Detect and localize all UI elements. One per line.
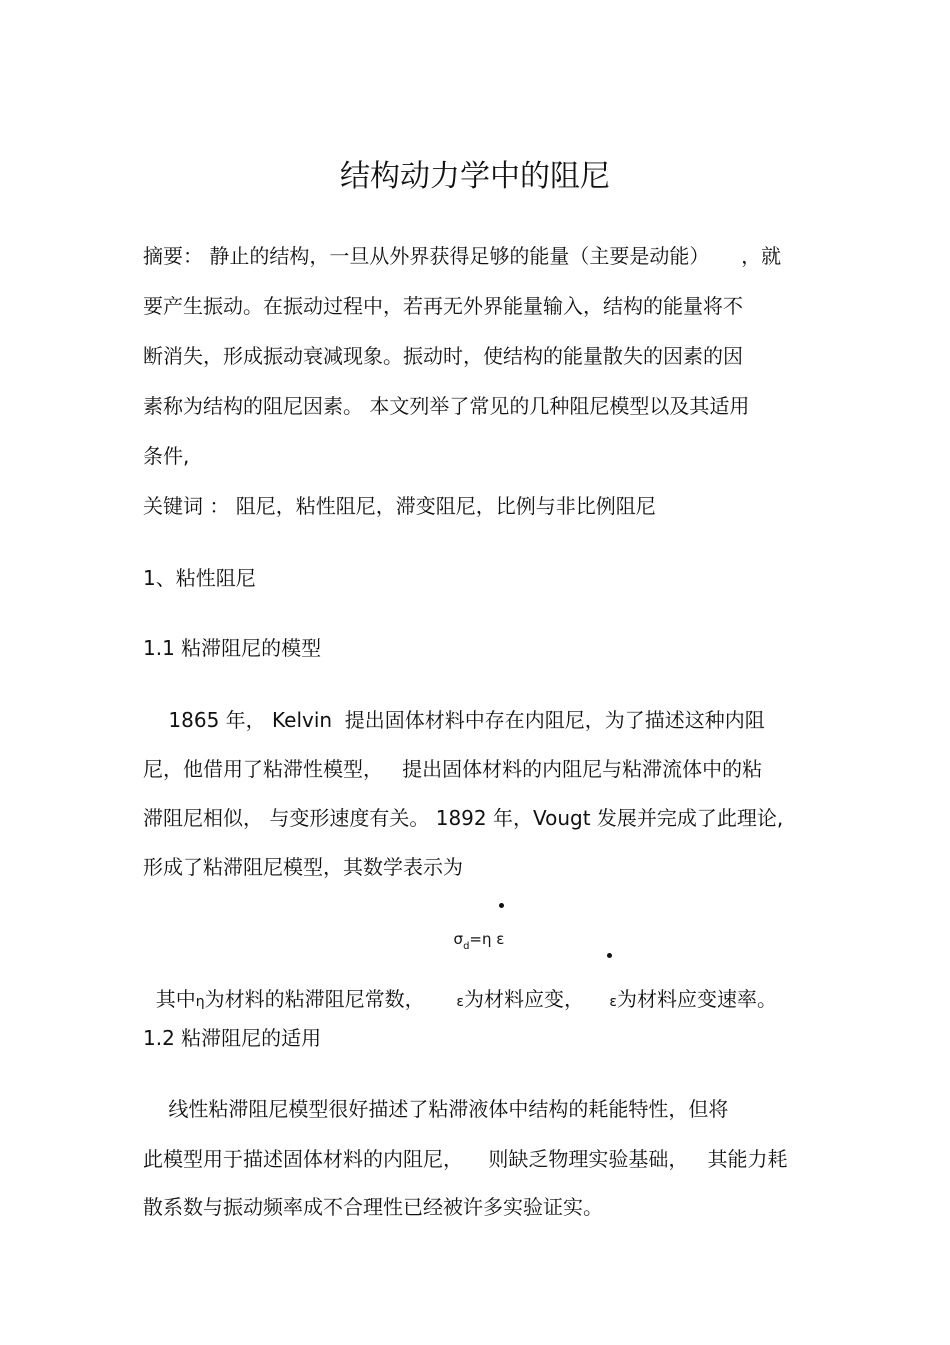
where-part-4: 为材料应变速率。 bbox=[616, 987, 777, 1011]
where-epsilon-dot: ε bbox=[609, 994, 617, 1010]
abstract-line-3: 断消失，形成振动衰减现象。振动时，使结构的能量散失的因素的因 bbox=[143, 344, 743, 368]
formula-sigma: σ bbox=[453, 930, 464, 948]
section-1-heading: 1、粘性阻尼 bbox=[143, 566, 256, 590]
section-1-1-line-2: 尼，他借用了粘滞性模型， 提出固体材料的内阻尼与粘滞流体中的粘 bbox=[143, 757, 763, 781]
document-title: 结构动力学中的阻尼 bbox=[340, 159, 610, 194]
viscous-damping-formula bbox=[444, 906, 504, 953]
where-line bbox=[143, 957, 777, 1016]
where-part-2: 为材料的粘滞阻尼常数， bbox=[204, 987, 425, 1011]
section-1-2-line-1: 线性粘滞阻尼模型很好描述了粘滞液体中结构的耗能特性，但将 bbox=[143, 1097, 729, 1121]
section-1-2-heading: 1.2 粘滞阻尼的适用 bbox=[143, 1026, 322, 1050]
keywords-line: 关键词 ： 阻尼，粘性阻尼，滞变阻尼，比例与非比例阻尼 bbox=[143, 494, 656, 518]
where-part-3: 为材料应变， bbox=[463, 987, 584, 1011]
section-1-1-line-4: 形成了粘滞阻尼模型，其数学表示为 bbox=[143, 855, 463, 879]
formula-epsilon: ε bbox=[496, 930, 505, 948]
where-part-1: 其中 bbox=[155, 987, 196, 1011]
formula-equals: = bbox=[469, 930, 482, 948]
section-1-1-line-3: 滞阻尼相似， 与变形速度有关。 1892 年，Vougt 发展并完成了此理论, bbox=[143, 806, 784, 830]
formula-eta: η bbox=[482, 930, 492, 948]
formula-dot-accent bbox=[499, 903, 504, 908]
section-1-1-heading: 1.1 粘滞阻尼的模型 bbox=[143, 636, 322, 660]
section-1-1-line-1: 1865 年， Kelvin 提出固体材料中存在内阻尼，为了描述这种内阻 bbox=[143, 708, 765, 732]
abstract-line-5: 条件, bbox=[143, 444, 190, 468]
abstract-line-2: 要产生振动。在振动过程中，若再无外界能量输入，结构的能量将不 bbox=[143, 294, 743, 318]
abstract-line-1: 摘要： 静止的结构，一旦从外界获得足够的能量（主要是动能） ，就 bbox=[143, 244, 782, 268]
abstract-line-4: 素称为结构的阻尼因素。 本文列举了常见的几种阻尼模型以及其适用 bbox=[143, 394, 750, 418]
section-1-2-line-3: 散系数与振动频率成不合理性已经被许多实验证实。 bbox=[143, 1195, 603, 1219]
section-1-2-line-2: 此模型用于描述固体材料的内阻尼， 则缺乏物理实验基础， 其能力耗 bbox=[143, 1147, 788, 1171]
where-eta: η bbox=[195, 994, 205, 1010]
formula-subscript: d bbox=[463, 941, 470, 952]
where-dot-accent bbox=[607, 953, 612, 958]
where-epsilon: ε bbox=[456, 994, 464, 1010]
